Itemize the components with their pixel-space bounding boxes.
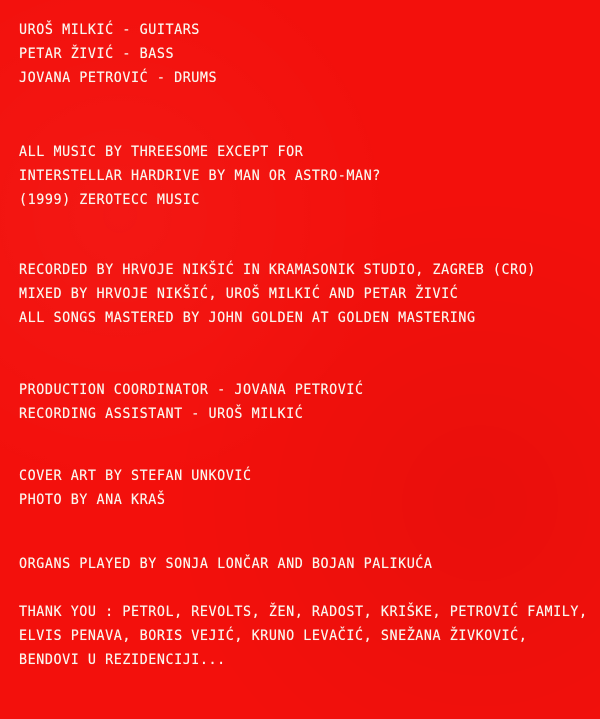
recorded-by-line: RECORDED BY HRVOJE NIKŠIĆ IN KRAMASONIK STUDIO, ZAGREB (CRO) — [19, 262, 536, 278]
mixed-by-line: MIXED BY HRVOJE NIKŠIĆ, UROŠ MILKIĆ AND PETAR ŽIVIĆ — [19, 286, 459, 302]
music-credit-line: INTERSTELLAR HARDRIVE BY MAN OR ASTRO-MAN? — [19, 168, 381, 184]
cover-credits-section — [19, 464, 269, 512]
music-credit-line: ALL MUSIC BY THREESOME EXCEPT FOR — [19, 144, 304, 160]
photo-credit-line: PHOTO BY ANA KRAŠ — [19, 492, 166, 508]
member-guitars: UROŠ MILKIĆ - GUITARS — [19, 22, 200, 38]
cover-art-line: COVER ART BY STEFAN UNKOVIĆ — [19, 468, 252, 484]
band-members-section — [19, 18, 232, 90]
mastered-by-line: ALL SONGS MASTERED BY JOHN GOLDEN AT GOLDEN MASTERING — [19, 310, 476, 326]
music-credit-line: (1999) ZEROTECC MUSIC — [19, 192, 200, 208]
organs-line: ORGANS PLAYED BY SONJA LONČAR AND BOJAN PALIKUĆA — [19, 556, 433, 572]
thank-you-line: ELVIS PENAVA, BORIS VEJIĆ, KRUNO LEVAČIĆ, SNEŽANA ŽIVKOVIĆ, — [19, 628, 528, 644]
member-bass: PETAR ŽIVIĆ - BASS — [19, 46, 175, 62]
organs-credit-section — [19, 552, 464, 576]
member-drums: JOVANA PETROVIĆ - DRUMS — [19, 70, 218, 86]
recording-assistant-line: RECORDING ASSISTANT - UROŠ MILKIĆ — [19, 406, 304, 422]
thank-you-section — [19, 600, 600, 672]
thank-you-line: THANK YOU : PETROL, REVOLTS, ŽEN, RADOST, KRIŠKE, PETROVIĆ FAMILY, — [19, 604, 588, 620]
thank-you-line: BENDOVI U REZIDENCIJI... — [19, 652, 226, 668]
production-coordinator-line: PRODUCTION COORDINATOR - JOVANA PETROVIĆ — [19, 382, 364, 398]
recording-credits-section — [19, 258, 575, 330]
production-credits-section — [19, 378, 390, 426]
music-credits-section — [19, 140, 408, 212]
